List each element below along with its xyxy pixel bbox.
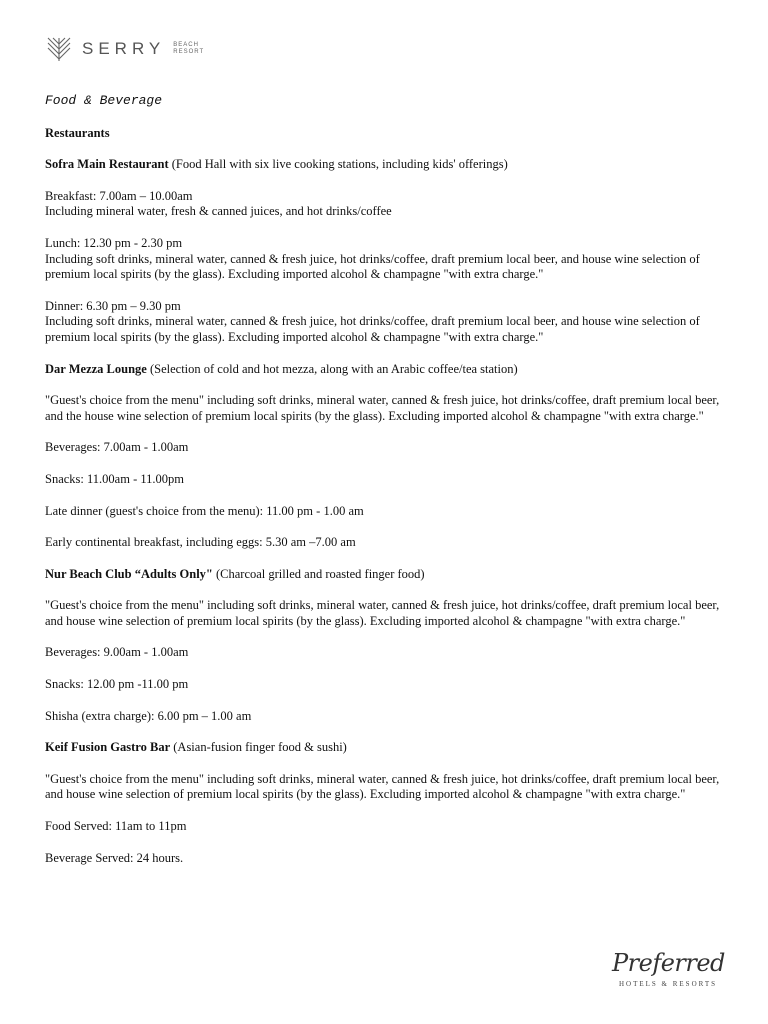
nur-beach-desc: (Charcoal grilled and roasted finger food) [212,566,425,581]
serry-logo [46,34,204,64]
preferred-script-wordmark: Preferred [612,949,725,977]
preferred-subtitle: HOTELS & RESORTS [618,980,718,988]
nur-beach-heading [45,567,735,583]
nur-beach-snacks: Snacks: 12.00 pm -11.00 pm [45,677,189,692]
sofra-desc: (Food Hall with six live cooking stations, including kids' offerings) [168,157,508,172]
sofra-lunch [45,236,735,283]
sofra-dinner-time: Dinner: 6.30 pm – 9.30 pm [45,298,181,313]
sofra-lunch-detail: Including soft drinks, mineral water, canned & fresh juice, hot drinks/coffee, draft premium local beer, and house wine selection of premium local spirits (by the glass). Excluding imported alcohol & champagne "with extra charge." [45,251,700,282]
dar-mezza-beverages: Beverages: 7.00am - 1.00am [45,440,189,455]
keif-desc: (Asian-fusion finger food & sushi) [170,740,347,755]
nur-beach-name: Nur Beach Club “Adults Only" [45,566,213,581]
keif-heading [45,740,735,756]
sofra-breakfast [45,189,735,220]
palm-leaf-icon [46,36,72,62]
dar-mezza-desc: (Selection of cold and hot mezza, along with an Arabic coffee/tea station) [146,361,518,376]
logo-sub-beach: BEACH [173,42,199,48]
sofra-lunch-time: Lunch: 12.30 pm - 2.30 pm [45,235,183,250]
sofra-name: Sofra Main Restaurant [45,157,169,172]
dar-mezza-snacks: Snacks: 11.00am - 11.00pm [45,471,184,486]
nur-beach-menu-note: "Guest's choice from the menu" including soft drinks, mineral water, canned & fresh juice, hot drinks/coffee, draft premium local beer, and house wine selection of premium local spirits (by the glass). Excluding imported alcohol & champagne "with extra charge." [45,598,720,628]
dar-mezza-early-breakfast: Early continental breakfast, including eggs: 5.30 am –7.00 am [45,535,356,550]
sofra-dinner [45,299,735,346]
preferred-hotels-logo [612,948,724,988]
keif-menu-note: "Guest's choice from the menu" including soft drinks, mineral water, canned & fresh juice, hot drinks/coffee, draft premium local beer, and house wine selection of premium local spirits (by the glass). Excluding imported alcohol & champagne "with extra charge." [45,771,720,802]
dar-mezza-name: Dar Mezza Lounge [45,361,147,376]
logo-wordmark: SERRY [82,39,166,58]
dar-mezza-heading [45,362,735,378]
sofra-breakfast-time: Breakfast: 7.00am – 10.00am [45,188,193,203]
page-title: Food & Beverage [45,93,163,108]
dar-mezza-menu-note: "Guest's choice from the menu" including soft drinks, mineral water, canned & fresh juice, hot drinks/coffee, draft premium local beer, and the house wine selection of premium local spirits (by the glass). Excluding imported alcohol & champagne "with extra charge." [45,393,720,423]
document-body [45,93,735,882]
keif-name: Keif Fusion Gastro Bar [45,740,171,755]
nur-beach-beverages: Beverages: 9.00am - 1.00am [45,645,189,660]
nur-beach-shisha: Shisha (extra charge): 6.00 pm – 1.00 am [45,708,252,723]
sofra-dinner-detail: Including soft drinks, mineral water, canned & fresh juice, hot drinks/coffee, draft premium local beer, and house wine selection of premium local spirits (by the glass). Excluding imported alcohol & champagne "with extra charge." [45,314,700,344]
dar-mezza-late-dinner: Late dinner (guest's choice from the menu): 11.00 pm - 1.00 am [45,503,364,518]
sofra-breakfast-detail: Including mineral water, fresh & canned juices, and hot drinks/coffee [45,204,392,219]
section-heading: Restaurants [45,125,110,140]
logo-sub-resort: RESORT [173,49,205,55]
keif-beverage-served: Beverage Served: 24 hours. [45,850,184,865]
keif-food-served: Food Served: 11am to 11pm [45,819,187,834]
sofra-heading [45,157,735,173]
logo-subtitle [173,42,204,56]
